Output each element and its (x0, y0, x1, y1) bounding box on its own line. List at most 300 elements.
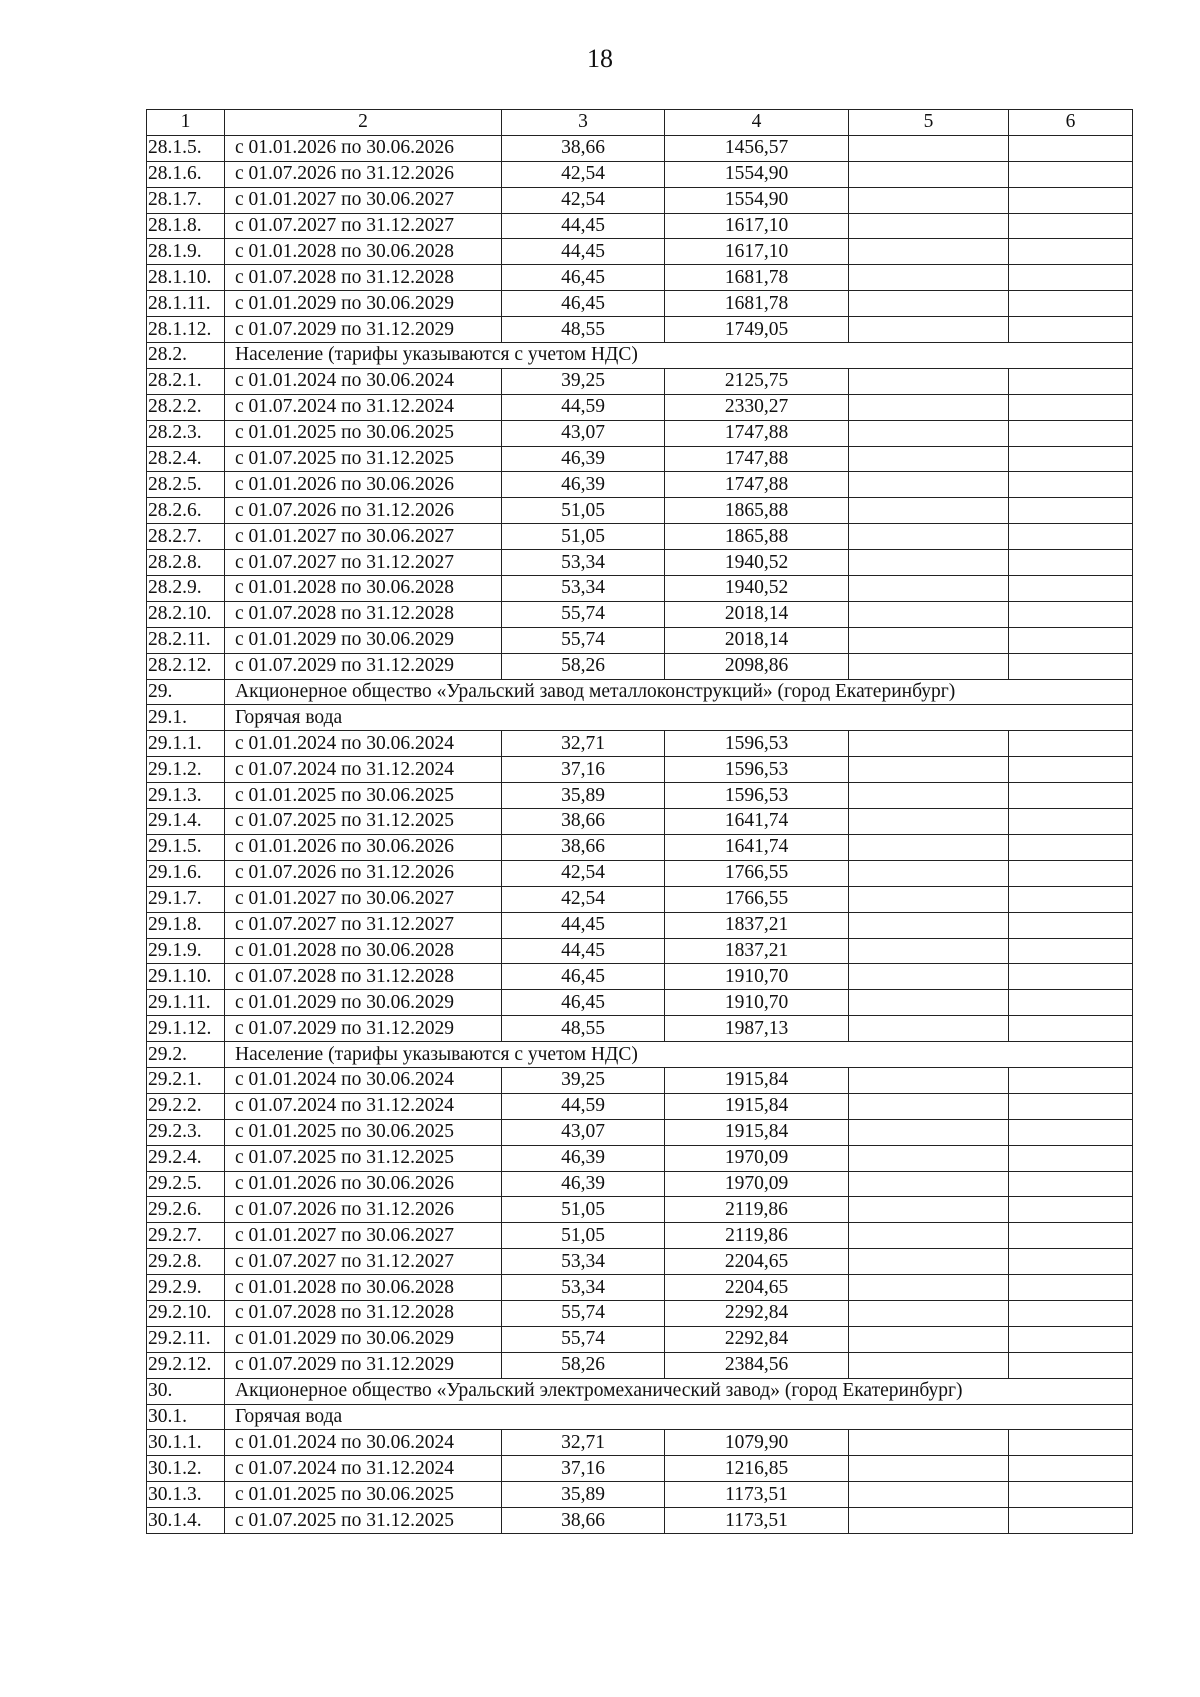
header-col-1: 1 (147, 110, 225, 136)
value-col-5 (849, 317, 1009, 343)
value-col-6 (1009, 187, 1133, 213)
row-number: 28.2. (147, 343, 225, 369)
value-col-4: 1915,84 (665, 1067, 849, 1093)
table-row (147, 1145, 1133, 1171)
value-col-5 (849, 576, 1009, 602)
value-col-4: 2119,86 (665, 1223, 849, 1249)
value-col-6 (1009, 912, 1133, 938)
period-cell: с 01.01.2029 по 30.06.2029 (225, 627, 502, 653)
value-col-5 (849, 213, 1009, 239)
table-row (147, 1430, 1133, 1456)
value-col-3: 51,05 (502, 1223, 665, 1249)
value-col-4: 1554,90 (665, 161, 849, 187)
value-col-3: 51,05 (502, 498, 665, 524)
value-col-6 (1009, 239, 1133, 265)
value-col-5 (849, 990, 1009, 1016)
value-col-4: 1910,70 (665, 964, 849, 990)
period-cell: с 01.07.2026 по 31.12.2026 (225, 161, 502, 187)
row-number: 30.1.1. (147, 1430, 225, 1456)
table-row (147, 809, 1133, 835)
period-cell: с 01.01.2025 по 30.06.2025 (225, 420, 502, 446)
value-col-3: 55,74 (502, 601, 665, 627)
row-number: 29.1.6. (147, 860, 225, 886)
value-col-4: 1641,74 (665, 809, 849, 835)
section-title: Население (тарифы указываются с учетом НДС) (225, 1042, 1133, 1068)
value-col-5 (849, 550, 1009, 576)
value-col-4: 1987,13 (665, 1016, 849, 1042)
row-number: 30. (147, 1378, 225, 1404)
value-col-3: 38,66 (502, 834, 665, 860)
row-number: 29.1.7. (147, 886, 225, 912)
value-col-5 (849, 1145, 1009, 1171)
value-col-5 (849, 783, 1009, 809)
value-col-4: 2292,84 (665, 1300, 849, 1326)
value-col-6 (1009, 1508, 1133, 1534)
value-col-4: 1747,88 (665, 446, 849, 472)
tariff-table (146, 109, 1133, 1534)
value-col-4: 1173,51 (665, 1482, 849, 1508)
period-cell: с 01.07.2029 по 31.12.2029 (225, 1352, 502, 1378)
row-number: 29.1.4. (147, 809, 225, 835)
value-col-4: 1915,84 (665, 1119, 849, 1145)
value-col-5 (849, 1016, 1009, 1042)
value-col-3: 46,45 (502, 990, 665, 1016)
row-number: 29.2.11. (147, 1326, 225, 1352)
period-cell: с 01.01.2025 по 30.06.2025 (225, 783, 502, 809)
table-row (147, 886, 1133, 912)
value-col-6 (1009, 291, 1133, 317)
table-row (147, 653, 1133, 679)
value-col-3: 44,59 (502, 1093, 665, 1119)
value-col-5 (849, 1223, 1009, 1249)
row-number: 29.2.4. (147, 1145, 225, 1171)
value-col-5 (849, 886, 1009, 912)
row-number: 28.2.11. (147, 627, 225, 653)
row-number: 29.1.2. (147, 757, 225, 783)
period-cell: с 01.01.2026 по 30.06.2026 (225, 135, 502, 161)
row-number: 28.2.5. (147, 472, 225, 498)
period-cell: с 01.01.2027 по 30.06.2027 (225, 886, 502, 912)
value-col-6 (1009, 731, 1133, 757)
value-col-4: 2125,75 (665, 368, 849, 394)
row-number: 28.2.3. (147, 420, 225, 446)
value-col-6 (1009, 1223, 1133, 1249)
value-col-4: 1940,52 (665, 550, 849, 576)
period-cell: с 01.01.2026 по 30.06.2026 (225, 472, 502, 498)
value-col-3: 44,45 (502, 213, 665, 239)
value-col-5 (849, 964, 1009, 990)
value-col-5 (849, 446, 1009, 472)
value-col-3: 46,39 (502, 446, 665, 472)
value-col-5 (849, 1093, 1009, 1119)
period-cell: с 01.01.2024 по 30.06.2024 (225, 1430, 502, 1456)
row-number: 28.2.6. (147, 498, 225, 524)
period-cell: с 01.01.2028 по 30.06.2028 (225, 938, 502, 964)
value-col-5 (849, 834, 1009, 860)
value-col-4: 1837,21 (665, 938, 849, 964)
period-cell: с 01.07.2027 по 31.12.2027 (225, 912, 502, 938)
row-number: 28.2.7. (147, 524, 225, 550)
value-col-3: 46,39 (502, 1171, 665, 1197)
value-col-5 (849, 1508, 1009, 1534)
table-row (147, 1326, 1133, 1352)
period-cell: с 01.01.2025 по 30.06.2025 (225, 1482, 502, 1508)
table-row (147, 161, 1133, 187)
row-number: 28.2.4. (147, 446, 225, 472)
value-col-4: 2330,27 (665, 394, 849, 420)
value-col-6 (1009, 446, 1133, 472)
period-cell: с 01.07.2029 по 31.12.2029 (225, 1016, 502, 1042)
period-cell: с 01.07.2024 по 31.12.2024 (225, 1456, 502, 1482)
value-col-3: 46,39 (502, 472, 665, 498)
row-number: 30.1.4. (147, 1508, 225, 1534)
value-col-4: 1865,88 (665, 498, 849, 524)
row-number: 29.1.9. (147, 938, 225, 964)
value-col-6 (1009, 265, 1133, 291)
value-col-5 (849, 524, 1009, 550)
value-col-4: 1747,88 (665, 472, 849, 498)
value-col-4: 1681,78 (665, 265, 849, 291)
row-number: 28.2.2. (147, 394, 225, 420)
header-col-6: 6 (1009, 110, 1133, 136)
period-cell: с 01.07.2024 по 31.12.2024 (225, 394, 502, 420)
row-number: 29.2.10. (147, 1300, 225, 1326)
period-cell: с 01.07.2024 по 31.12.2024 (225, 757, 502, 783)
row-number: 28.1.8. (147, 213, 225, 239)
table-row (147, 317, 1133, 343)
value-col-5 (849, 472, 1009, 498)
table-row (147, 938, 1133, 964)
period-cell: с 01.07.2026 по 31.12.2026 (225, 860, 502, 886)
table-row (147, 420, 1133, 446)
period-cell: с 01.01.2029 по 30.06.2029 (225, 990, 502, 1016)
row-number: 29.1.8. (147, 912, 225, 938)
value-col-5 (849, 265, 1009, 291)
table-row (147, 757, 1133, 783)
period-cell: с 01.01.2029 по 30.06.2029 (225, 291, 502, 317)
value-col-5 (849, 1249, 1009, 1275)
table-header (147, 110, 1133, 136)
value-col-4: 1596,53 (665, 757, 849, 783)
value-col-4: 1747,88 (665, 420, 849, 446)
row-number: 28.2.12. (147, 653, 225, 679)
value-col-6 (1009, 1482, 1133, 1508)
value-col-6 (1009, 576, 1133, 602)
value-col-3: 46,45 (502, 964, 665, 990)
value-col-4: 1766,55 (665, 886, 849, 912)
value-col-4: 1079,90 (665, 1430, 849, 1456)
value-col-4: 1596,53 (665, 731, 849, 757)
table-row (147, 576, 1133, 602)
table-row (147, 627, 1133, 653)
value-col-5 (849, 1482, 1009, 1508)
section-title: Горячая вода (225, 705, 1133, 731)
period-cell: с 01.01.2028 по 30.06.2028 (225, 239, 502, 265)
table-row (147, 472, 1133, 498)
value-col-3: 38,66 (502, 809, 665, 835)
value-col-6 (1009, 1093, 1133, 1119)
table-row (147, 1482, 1133, 1508)
row-number: 29.1.12. (147, 1016, 225, 1042)
value-col-3: 35,89 (502, 783, 665, 809)
table-row (147, 912, 1133, 938)
table-row (147, 1093, 1133, 1119)
row-number: 29.2.1. (147, 1067, 225, 1093)
value-col-6 (1009, 1300, 1133, 1326)
value-col-6 (1009, 1430, 1133, 1456)
row-number: 29.1.3. (147, 783, 225, 809)
value-col-5 (849, 135, 1009, 161)
value-col-4: 1554,90 (665, 187, 849, 213)
value-col-6 (1009, 524, 1133, 550)
row-number: 29.2.6. (147, 1197, 225, 1223)
row-number: 29.2.3. (147, 1119, 225, 1145)
period-cell: с 01.01.2029 по 30.06.2029 (225, 1326, 502, 1352)
value-col-4: 1970,09 (665, 1145, 849, 1171)
row-number: 28.1.6. (147, 161, 225, 187)
value-col-6 (1009, 317, 1133, 343)
value-col-6 (1009, 161, 1133, 187)
row-number: 30.1.2. (147, 1456, 225, 1482)
value-col-6 (1009, 135, 1133, 161)
header-col-2: 2 (225, 110, 502, 136)
table-row (147, 601, 1133, 627)
row-number: 29.2.2. (147, 1093, 225, 1119)
value-col-3: 46,39 (502, 1145, 665, 1171)
row-number: 29.2.8. (147, 1249, 225, 1275)
period-cell: с 01.07.2027 по 31.12.2027 (225, 1249, 502, 1275)
table-row (147, 213, 1133, 239)
table-row (147, 550, 1133, 576)
value-col-5 (849, 291, 1009, 317)
table-row (147, 135, 1133, 161)
value-col-3: 37,16 (502, 1456, 665, 1482)
section-row (147, 705, 1133, 731)
row-number: 29.1.1. (147, 731, 225, 757)
value-col-4: 2018,14 (665, 627, 849, 653)
table-row (147, 783, 1133, 809)
value-col-6 (1009, 420, 1133, 446)
period-cell: с 01.01.2027 по 30.06.2027 (225, 1223, 502, 1249)
value-col-5 (849, 1326, 1009, 1352)
value-col-4: 1173,51 (665, 1508, 849, 1534)
table-row (147, 265, 1133, 291)
period-cell: с 01.01.2028 по 30.06.2028 (225, 576, 502, 602)
value-col-3: 58,26 (502, 1352, 665, 1378)
value-col-5 (849, 912, 1009, 938)
value-col-3: 37,16 (502, 757, 665, 783)
table-row (147, 187, 1133, 213)
table-row (147, 860, 1133, 886)
value-col-4: 1456,57 (665, 135, 849, 161)
table-row (147, 498, 1133, 524)
period-cell: с 01.07.2026 по 31.12.2026 (225, 1197, 502, 1223)
value-col-3: 46,45 (502, 265, 665, 291)
value-col-3: 53,34 (502, 1275, 665, 1301)
value-col-5 (849, 601, 1009, 627)
value-col-3: 46,45 (502, 291, 665, 317)
value-col-3: 43,07 (502, 420, 665, 446)
value-col-6 (1009, 627, 1133, 653)
value-col-3: 53,34 (502, 576, 665, 602)
value-col-3: 38,66 (502, 1508, 665, 1534)
value-col-5 (849, 653, 1009, 679)
value-col-6 (1009, 1145, 1133, 1171)
table-row (147, 1119, 1133, 1145)
value-col-5 (849, 1067, 1009, 1093)
value-col-4: 2204,65 (665, 1275, 849, 1301)
table-body (147, 135, 1133, 1533)
row-number: 28.1.11. (147, 291, 225, 317)
header-col-4: 4 (665, 110, 849, 136)
value-col-4: 2098,86 (665, 653, 849, 679)
period-cell: с 01.07.2025 по 31.12.2025 (225, 446, 502, 472)
value-col-6 (1009, 1275, 1133, 1301)
table-row (147, 1223, 1133, 1249)
table-row (147, 1352, 1133, 1378)
table-row (147, 731, 1133, 757)
value-col-3: 48,55 (502, 1016, 665, 1042)
value-col-6 (1009, 1119, 1133, 1145)
period-cell: с 01.07.2025 по 31.12.2025 (225, 1508, 502, 1534)
period-cell: с 01.07.2029 по 31.12.2029 (225, 653, 502, 679)
table-row (147, 1249, 1133, 1275)
value-col-5 (849, 1197, 1009, 1223)
value-col-4: 2384,56 (665, 1352, 849, 1378)
value-col-5 (849, 1430, 1009, 1456)
period-cell: с 01.01.2024 по 30.06.2024 (225, 368, 502, 394)
value-col-3: 32,71 (502, 1430, 665, 1456)
period-cell: с 01.01.2024 по 30.06.2024 (225, 1067, 502, 1093)
value-col-4: 1749,05 (665, 317, 849, 343)
page-number: 18 (587, 44, 613, 73)
value-col-5 (849, 1119, 1009, 1145)
value-col-5 (849, 938, 1009, 964)
row-number: 28.2.9. (147, 576, 225, 602)
section-row (147, 1404, 1133, 1430)
period-cell: с 01.07.2026 по 31.12.2026 (225, 498, 502, 524)
period-cell: с 01.07.2027 по 31.12.2027 (225, 213, 502, 239)
value-col-6 (1009, 394, 1133, 420)
period-cell: с 01.01.2028 по 30.06.2028 (225, 1275, 502, 1301)
section-row (147, 679, 1133, 705)
value-col-5 (849, 161, 1009, 187)
value-col-3: 44,45 (502, 912, 665, 938)
value-col-6 (1009, 1171, 1133, 1197)
period-cell: с 01.07.2028 по 31.12.2028 (225, 1300, 502, 1326)
row-number: 28.1.10. (147, 265, 225, 291)
value-col-6 (1009, 1456, 1133, 1482)
value-col-4: 2204,65 (665, 1249, 849, 1275)
value-col-6 (1009, 860, 1133, 886)
value-col-3: 43,07 (502, 1119, 665, 1145)
row-number: 29.2. (147, 1042, 225, 1068)
table-row (147, 1275, 1133, 1301)
section-title: Акционерное общество «Уральский электромеханический завод» (город Екатеринбург) (225, 1378, 1133, 1404)
value-col-5 (849, 731, 1009, 757)
table-row (147, 1508, 1133, 1534)
table-row (147, 1016, 1133, 1042)
value-col-4: 1596,53 (665, 783, 849, 809)
period-cell: с 01.07.2028 по 31.12.2028 (225, 265, 502, 291)
value-col-4: 1766,55 (665, 860, 849, 886)
section-row (147, 1042, 1133, 1068)
row-number: 28.2.10. (147, 601, 225, 627)
value-col-6 (1009, 1352, 1133, 1378)
table-row (147, 239, 1133, 265)
value-col-5 (849, 1171, 1009, 1197)
period-cell: с 01.01.2025 по 30.06.2025 (225, 1119, 502, 1145)
value-col-5 (849, 860, 1009, 886)
value-col-3: 42,54 (502, 860, 665, 886)
value-col-3: 38,66 (502, 135, 665, 161)
value-col-3: 44,45 (502, 239, 665, 265)
period-cell: с 01.07.2025 по 31.12.2025 (225, 809, 502, 835)
value-col-6 (1009, 1326, 1133, 1352)
value-col-3: 44,45 (502, 938, 665, 964)
value-col-4: 1940,52 (665, 576, 849, 602)
value-col-5 (849, 627, 1009, 653)
value-col-6 (1009, 938, 1133, 964)
value-col-6 (1009, 213, 1133, 239)
row-number: 29.2.9. (147, 1275, 225, 1301)
section-title: Акционерное общество «Уральский завод металлоконструкций» (город Екатеринбург) (225, 679, 1133, 705)
period-cell: с 01.07.2029 по 31.12.2029 (225, 317, 502, 343)
value-col-4: 2292,84 (665, 1326, 849, 1352)
value-col-6 (1009, 809, 1133, 835)
value-col-6 (1009, 601, 1133, 627)
table-row (147, 524, 1133, 550)
row-number: 29.2.5. (147, 1171, 225, 1197)
value-col-6 (1009, 783, 1133, 809)
value-col-5 (849, 1352, 1009, 1378)
value-col-5 (849, 757, 1009, 783)
value-col-5 (849, 239, 1009, 265)
value-col-3: 53,34 (502, 1249, 665, 1275)
value-col-6 (1009, 834, 1133, 860)
table-row (147, 1300, 1133, 1326)
value-col-5 (849, 809, 1009, 835)
value-col-6 (1009, 472, 1133, 498)
table-row (147, 964, 1133, 990)
row-number: 30.1.3. (147, 1482, 225, 1508)
table-row (147, 1171, 1133, 1197)
section-title: Население (тарифы указываются с учетом НДС) (225, 343, 1133, 369)
row-number: 29.1. (147, 705, 225, 731)
value-col-3: 55,74 (502, 627, 665, 653)
value-col-4: 1641,74 (665, 834, 849, 860)
period-cell: с 01.01.2026 по 30.06.2026 (225, 834, 502, 860)
period-cell: с 01.07.2025 по 31.12.2025 (225, 1145, 502, 1171)
value-col-5 (849, 368, 1009, 394)
value-col-3: 53,34 (502, 550, 665, 576)
value-col-3: 55,74 (502, 1326, 665, 1352)
value-col-4: 1837,21 (665, 912, 849, 938)
header-col-5: 5 (849, 110, 1009, 136)
value-col-6 (1009, 550, 1133, 576)
row-number: 28.1.5. (147, 135, 225, 161)
value-col-6 (1009, 990, 1133, 1016)
value-col-4: 1617,10 (665, 213, 849, 239)
value-col-6 (1009, 368, 1133, 394)
period-cell: с 01.01.2027 по 30.06.2027 (225, 187, 502, 213)
period-cell: с 01.01.2027 по 30.06.2027 (225, 524, 502, 550)
value-col-4: 1681,78 (665, 291, 849, 317)
value-col-3: 39,25 (502, 368, 665, 394)
row-number: 28.1.7. (147, 187, 225, 213)
value-col-3: 44,59 (502, 394, 665, 420)
period-cell: с 01.07.2028 по 31.12.2028 (225, 964, 502, 990)
